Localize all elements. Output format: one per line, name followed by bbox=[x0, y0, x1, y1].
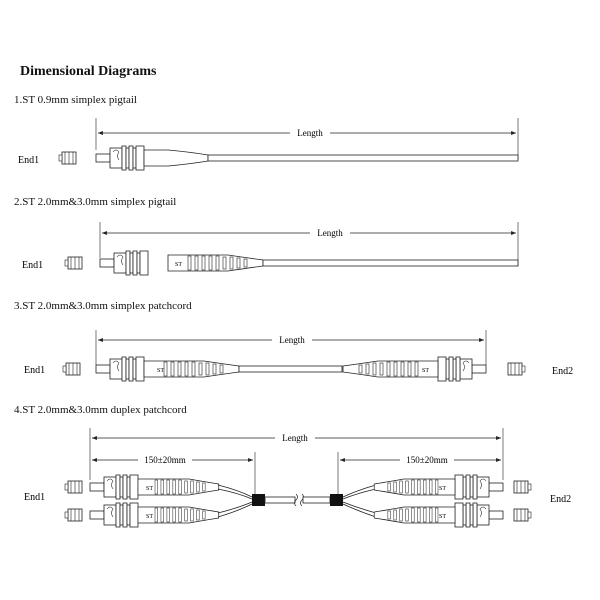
length-label: Length bbox=[317, 228, 343, 238]
page-title: Dimensional Diagrams bbox=[20, 64, 157, 79]
splitter-sleeve bbox=[330, 494, 343, 506]
dust-cap-icon bbox=[65, 481, 82, 493]
st-connector-icon-right bbox=[455, 503, 503, 527]
diagram-duplex-patchcord bbox=[24, 428, 571, 527]
dust-cap-icon bbox=[65, 509, 82, 521]
length-label: Length bbox=[297, 128, 323, 138]
st-label: ST bbox=[146, 514, 154, 520]
st-connector-icon bbox=[90, 503, 138, 527]
section-title-2: 2.ST 2.0mm&3.0mm simplex pigtail bbox=[14, 196, 177, 208]
st-label-right: ST bbox=[422, 368, 430, 374]
end1-label: End1 bbox=[24, 492, 46, 503]
section-title-4: 4.ST 2.0mm&3.0mm duplex patchcord bbox=[14, 404, 187, 416]
end2-label: End2 bbox=[552, 366, 574, 377]
st-connector-icon bbox=[90, 475, 138, 499]
end1-label: End1 bbox=[18, 155, 40, 166]
st-connector-icon bbox=[100, 251, 148, 275]
st-label: ST bbox=[146, 486, 154, 492]
length-label: Length bbox=[282, 433, 308, 443]
dust-cap-icon-right bbox=[514, 481, 531, 493]
end2-label: End2 bbox=[550, 494, 572, 505]
boot-icon bbox=[144, 150, 208, 166]
st-label-right: ST bbox=[439, 486, 447, 492]
fiber-cable bbox=[263, 260, 518, 266]
sub-length-right-label: 150±20mm bbox=[406, 455, 448, 465]
st-connector-icon bbox=[96, 357, 144, 381]
length-label: Length bbox=[279, 335, 305, 345]
section-title-1: 1.ST 0.9mm simplex pigtail bbox=[14, 94, 137, 106]
sub-length-left-label: 150±20mm bbox=[144, 455, 186, 465]
dust-cap-icon bbox=[65, 257, 82, 269]
fiber-cable bbox=[265, 497, 295, 503]
boot-icon bbox=[168, 255, 263, 271]
dust-cap-icon bbox=[63, 363, 80, 375]
fiber-cable bbox=[208, 155, 518, 161]
fiber-cable bbox=[239, 366, 342, 372]
diagram-simplex-pigtail-2-3mm bbox=[22, 222, 518, 275]
end1-label: End1 bbox=[24, 365, 46, 376]
splitter-sleeve bbox=[252, 494, 265, 506]
dust-cap-icon-right bbox=[508, 363, 525, 375]
st-connector-icon-right bbox=[455, 475, 503, 499]
end1-label: End1 bbox=[22, 260, 44, 271]
section-title-3: 3.ST 2.0mm&3.0mm simplex patchcord bbox=[14, 300, 192, 312]
st-label: ST bbox=[175, 262, 183, 268]
dust-cap-icon-right bbox=[514, 509, 531, 521]
diagram-simplex-pigtail-0.9mm bbox=[18, 118, 518, 170]
st-label-right: ST bbox=[439, 514, 447, 520]
st-label: ST bbox=[157, 368, 165, 374]
dust-cap-icon bbox=[59, 152, 76, 164]
fiber-cable bbox=[303, 497, 330, 503]
diagram-simplex-patchcord bbox=[24, 330, 573, 381]
st-connector-icon-right bbox=[438, 357, 486, 381]
st-connector-icon bbox=[96, 146, 144, 170]
